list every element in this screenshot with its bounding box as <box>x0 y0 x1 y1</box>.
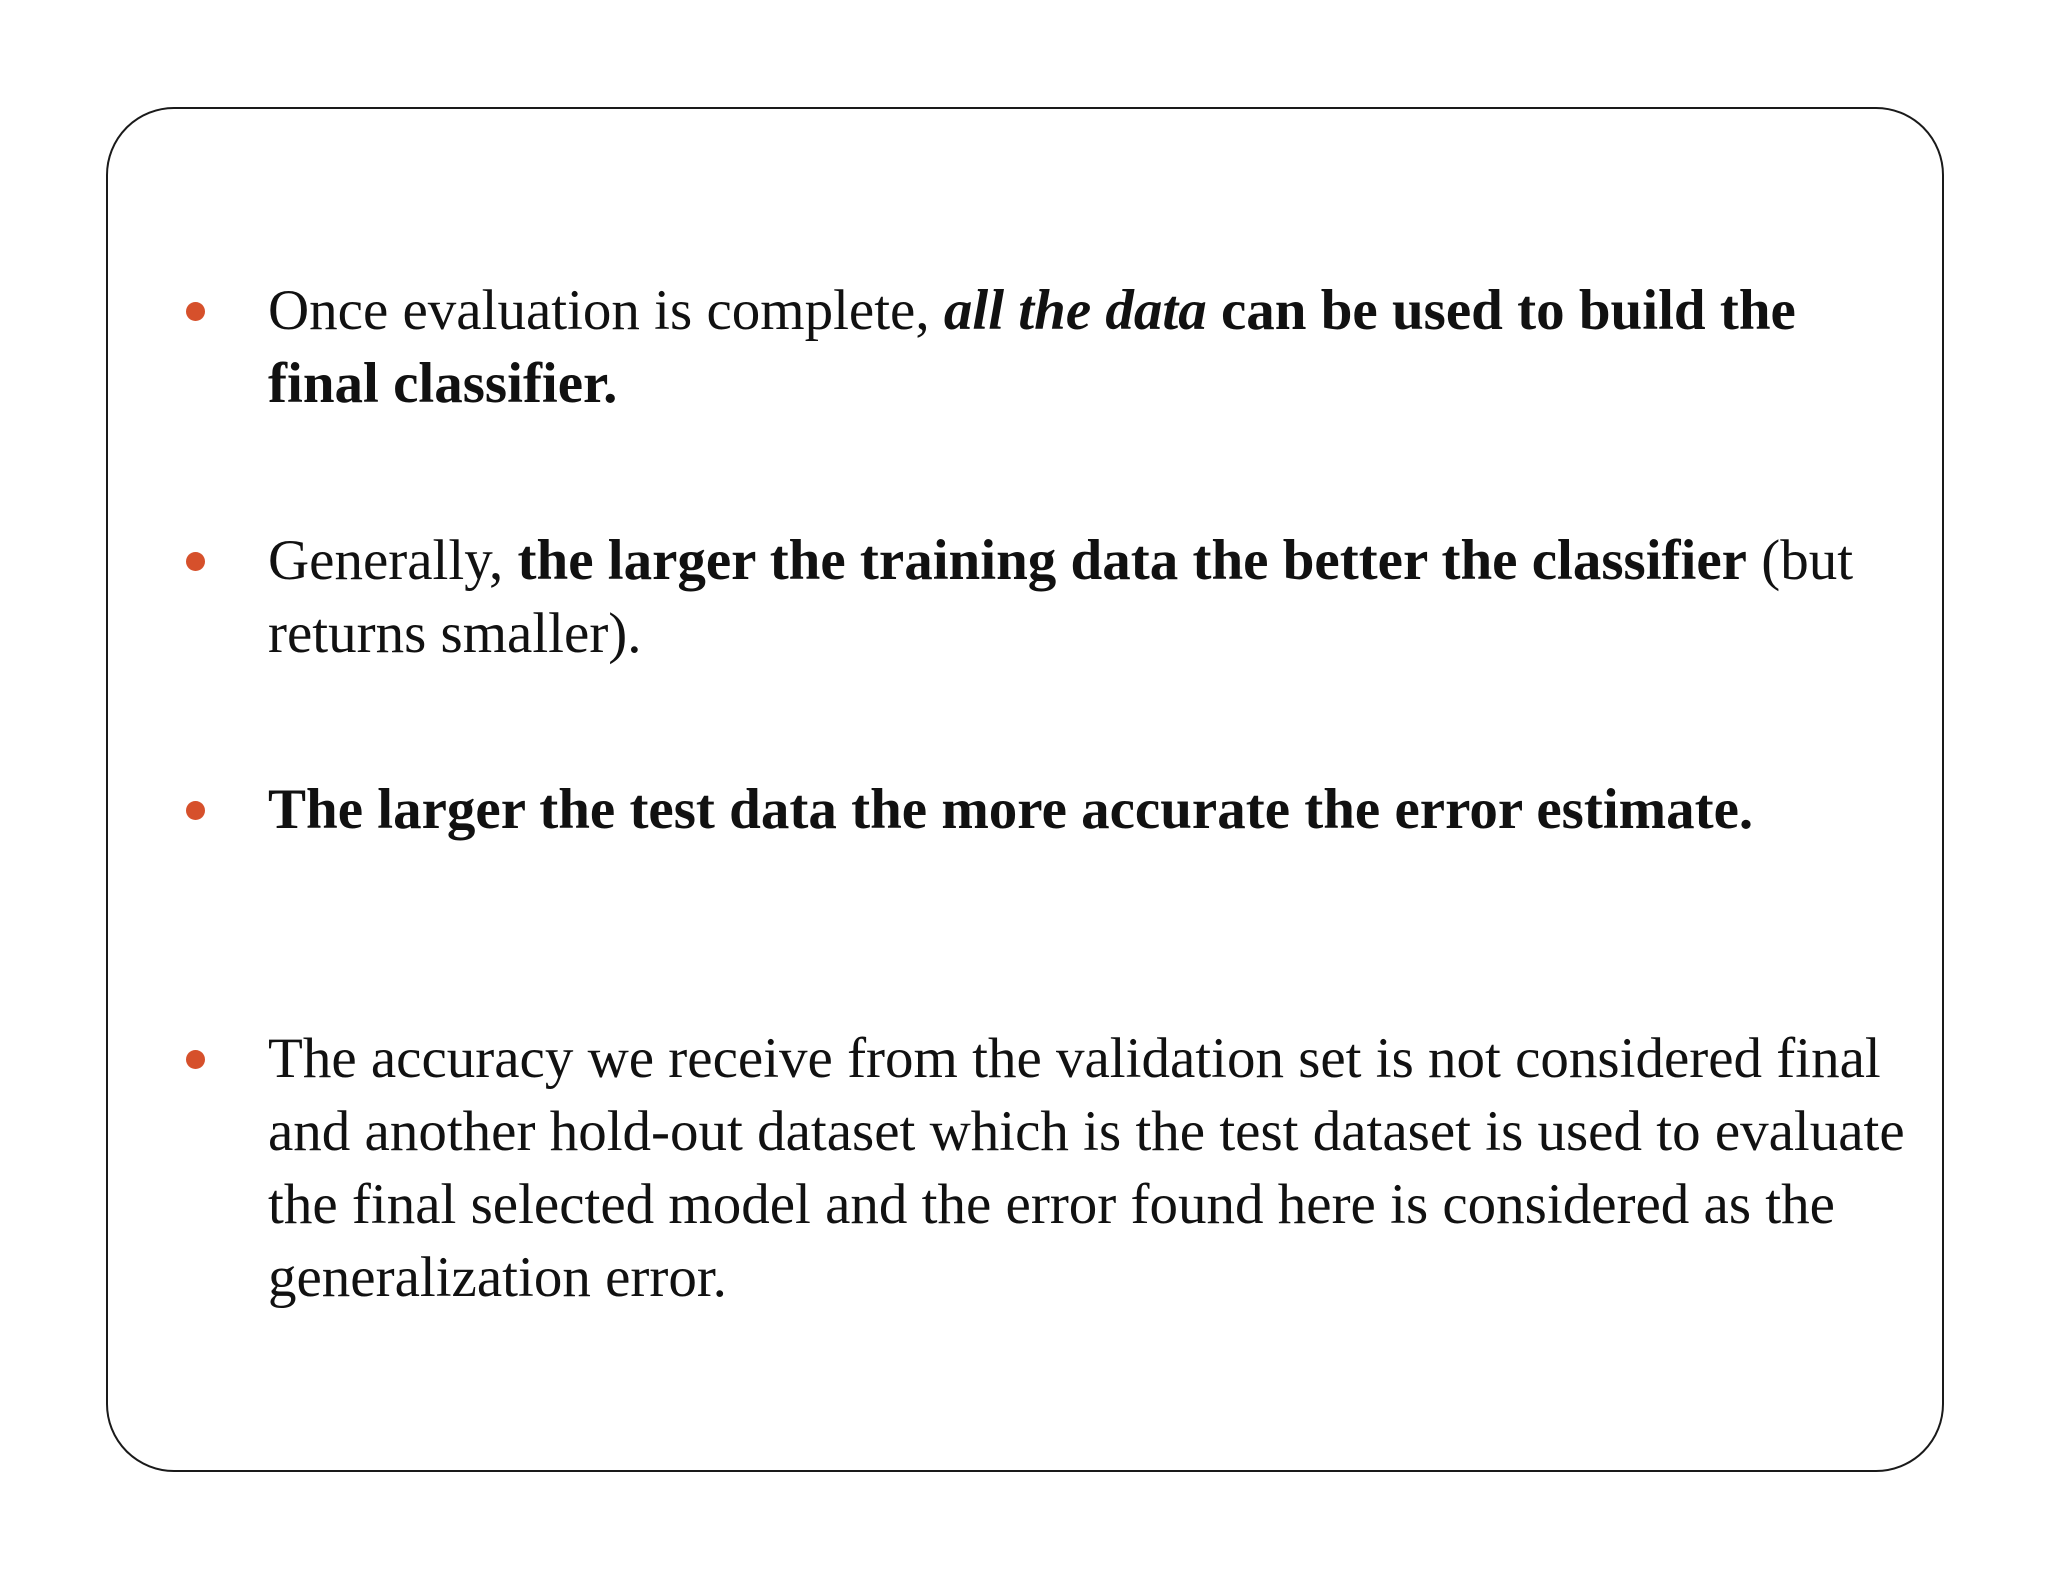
bullet-text-4 <box>268 1022 1908 1314</box>
bullet-2-segment-3: (but returns smaller). <box>268 529 1854 665</box>
bullet-2-segment-2: the larger the training data the better the classifier <box>517 529 1747 592</box>
bullet-text-2 <box>268 524 1908 670</box>
bullet-3-segment-1: The larger the test data the more accurate the error estimate. <box>268 778 1754 841</box>
bullet-dot-icon <box>186 801 205 820</box>
bullet-item-4 <box>268 1022 1908 1314</box>
bullet-item-2 <box>268 524 1908 670</box>
bullet-4-segment-1: The accuracy we receive from the validation set is not considered final and another hold-out dataset which is the test dataset is used to evaluate the final selected model and the error found here is considered as the generalization error. <box>268 1027 1905 1309</box>
bullet-1-segment-1: Once evaluation is complete, <box>268 279 944 342</box>
bullet-text-3 <box>268 773 1908 846</box>
bullet-list <box>108 109 1942 1470</box>
content-frame <box>106 107 1944 1472</box>
bullet-1-segment-2: all the data <box>943 279 1207 342</box>
bullet-text-1 <box>268 274 1908 420</box>
bullet-dot-icon <box>186 1050 205 1069</box>
bullet-1-segment-3: can be used to build the final classifier. <box>268 279 1796 415</box>
bullet-dot-icon <box>186 302 205 321</box>
bullet-2-segment-1: Generally, <box>268 529 518 592</box>
bullet-dot-icon <box>186 552 205 571</box>
bullet-item-1 <box>268 274 1908 420</box>
bullet-item-3 <box>268 773 1908 846</box>
